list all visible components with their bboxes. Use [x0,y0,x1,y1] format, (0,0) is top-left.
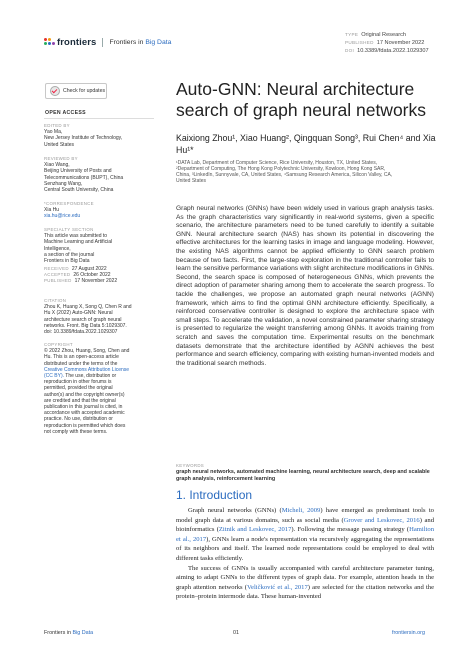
citation-link[interactable]: Micheli, 2009 [281,507,321,514]
citation-link[interactable]: Grover and Leskovec, 2016 [343,516,420,524]
footer-website-link[interactable]: frontiersin.org [392,630,425,636]
header-divider [102,38,103,47]
date-published: PUBLISHED 17 November 2022 [44,278,118,285]
article-meta [345,31,429,56]
journal-prefix: Frontiers in [109,39,144,46]
meta-type: TYPE Original Research [345,32,406,38]
affiliations: ¹DATA Lab, Department of Computer Science, Rice University, Houston, TX, United States, ²Department of Computing, The Hong Kong Polytechnic University, Kowloon, Hong Kong SAR, China, ³LinkedIn, Sunnyvale, CA, United States, ⁴Samsung Research America, Silicon Valley, CA, United States [176,160,393,185]
date-received: RECEIVED 27 August 2022 [44,266,107,272]
reviewed-by-block: REVIEWED BY Xiao Wang, Beijing University of Posts and Telecommunications (BUPT), China Senzhang Wang, Central South University, China [44,156,124,194]
citation-block: CITATION Zhou K, Huang X, Song Q, Chen R and Hu X (2022) Auto-GNN: Neural architecture search of graph neural networks. Front. Big Data 5:1029307. doi: 10.3389/fdata.2022.1029307 [44,298,132,336]
check-updates-label: Check for updates [63,88,106,94]
page-number: 01 [233,630,239,636]
journal-title[interactable] [109,39,171,46]
frontiers-logo[interactable] [44,37,171,48]
intro-paragraph-1: Graph neural networks (GNNs) (Micheli, 2009) have emerged as predominant tools to model graph data at various domains, such as social media (Grover and Leskovec, 2016) and bioinformatics (Zitnik and Leskovec, 2017). Following the message passing strategy (Hamilton et al., 2017), GNNs learn a node's representation via recursively aggregating the representations of its neighbors and itself. The learned node representations could be employed to deal with different tasks efficiently. [176,507,434,562]
open-access-label: OPEN ACCESS [45,110,86,116]
correspondence-email-link[interactable]: xia.hu@rice.edu [44,213,81,220]
introduction-text [176,506,434,602]
meta-published: PUBLISHED 17 November 2022 [345,40,425,47]
dates-block [44,266,154,285]
keywords-text: graph neural networks, automated machine learning, neural architecture search, deep and scalable graph analysis, reinforcement learning [176,469,430,482]
keywords-label: KEYWORDS [176,463,205,468]
brand-name: frontiers [57,37,97,48]
specialty-section-block: SPECIALTY SECTION This article was submitted to Machine Learning and Artificial Intelligence, a section of the journal Frontiers in Big Data [44,227,113,265]
journal-name: Big Data [145,39,172,46]
citation-link[interactable]: Zitnik and Leskovec, 2017 [218,526,292,534]
section-heading-introduction: 1. Introduction [176,488,253,502]
author-list: Kaixiong Zhou¹, Xiao Huang², Qingquan Song³, Rui Chen⁴ and Xia Hu¹* [176,133,436,155]
correspondence-block: *CORRESPONDENCE Xia Hu xia.hu@rice.edu [44,201,94,220]
edited-by-block: EDITED BY Yao Ma, New Jersey Institute of Technology, United States [44,123,123,148]
date-accepted: ACCEPTED 26 October 2022 [44,272,111,279]
abstract: Graph neural networks (GNNs) have been widely used in various graph analysis tasks. As the graph characteristics vary significantly in real-world systems, given a specific scenario, the architecture parameters need to be tuned carefully to identify a suitable GNN. Neural architecture search (NAS) has shown its potential in discovering the effective architectures for the learning tasks in image and language modeling. However, the existing NAS algorithms cannot be applied efficiently to GNN search problem because of two facts. First, the large-step exploration in the traditional controller fails to learn the sensitive performance variations with slight architecture modifications in GNNs. Second, the search space is composed of heterogeneous GNNs, which prevents the direct adoption of parameter sharing among them to accelerate the search progress. To tackle the challenges, we propose an automated graph neural networks (AGNN) framework, which aims to find the optimal GNN architecture efficiently. Specifically, a reinforced conservative controller is designed to explore the architecture space with small steps. To accelerate the validation, a novel constrained parameter sharing strategy is presented to regularize the weight transferring among GNNs. It avoids training from scratch and saves the computation time. Experimental results on the benchmark datasets demonstrate that the architecture identified by AGNN achieves the best performance and search efficiency, comparing with existing human-invented models and the traditional search methods. [176,205,434,367]
frontiers-logo-icon [44,38,54,48]
footer-journal[interactable]: Frontiers in Big Data [44,630,94,636]
check-for-updates-button[interactable] [45,83,107,99]
intro-paragraph-2: The success of GNNs is usually accompanied with careful architecture parameter tuning, aiming to adapt GNNs to the different types of graph data. For example, attention heads in the graph attention networks (Veličković et al., 2017) are selected for the citation networks and the protein–protein intermode data. These human-invented [176,564,434,601]
check-updates-icon [50,86,60,96]
meta-doi: DOI 10.3389/fdata.2022.1029307 [345,48,429,55]
citation-link[interactable]: Hamilton et al., 2017 [176,526,434,543]
sidebar-divider [44,118,154,119]
keywords-block [176,462,434,483]
article-title: Auto-GNN: Neural architecture search of graph neural networks [176,79,426,120]
copyright-block: COPYRIGHT © 2022 Zhou, Huang, Song, Chen and Hu. This is an open-access article distributed under the terms of the Creative Commons Attribution License (CC BY). The use, distribution or reproduction in other forums is permitted, provided the original author(s) and the copyright owner(s) are credited and that the original publication in this journal is cited, in accordance with accepted academic practice. No use, distribution or reproduction is permitted which does not comply with these terms. [44,342,130,435]
citation-link[interactable]: Veličković et al., 2017 [247,583,308,591]
cc-by-license-link[interactable]: Creative Commons Attribution License (CC BY). [44,366,130,380]
